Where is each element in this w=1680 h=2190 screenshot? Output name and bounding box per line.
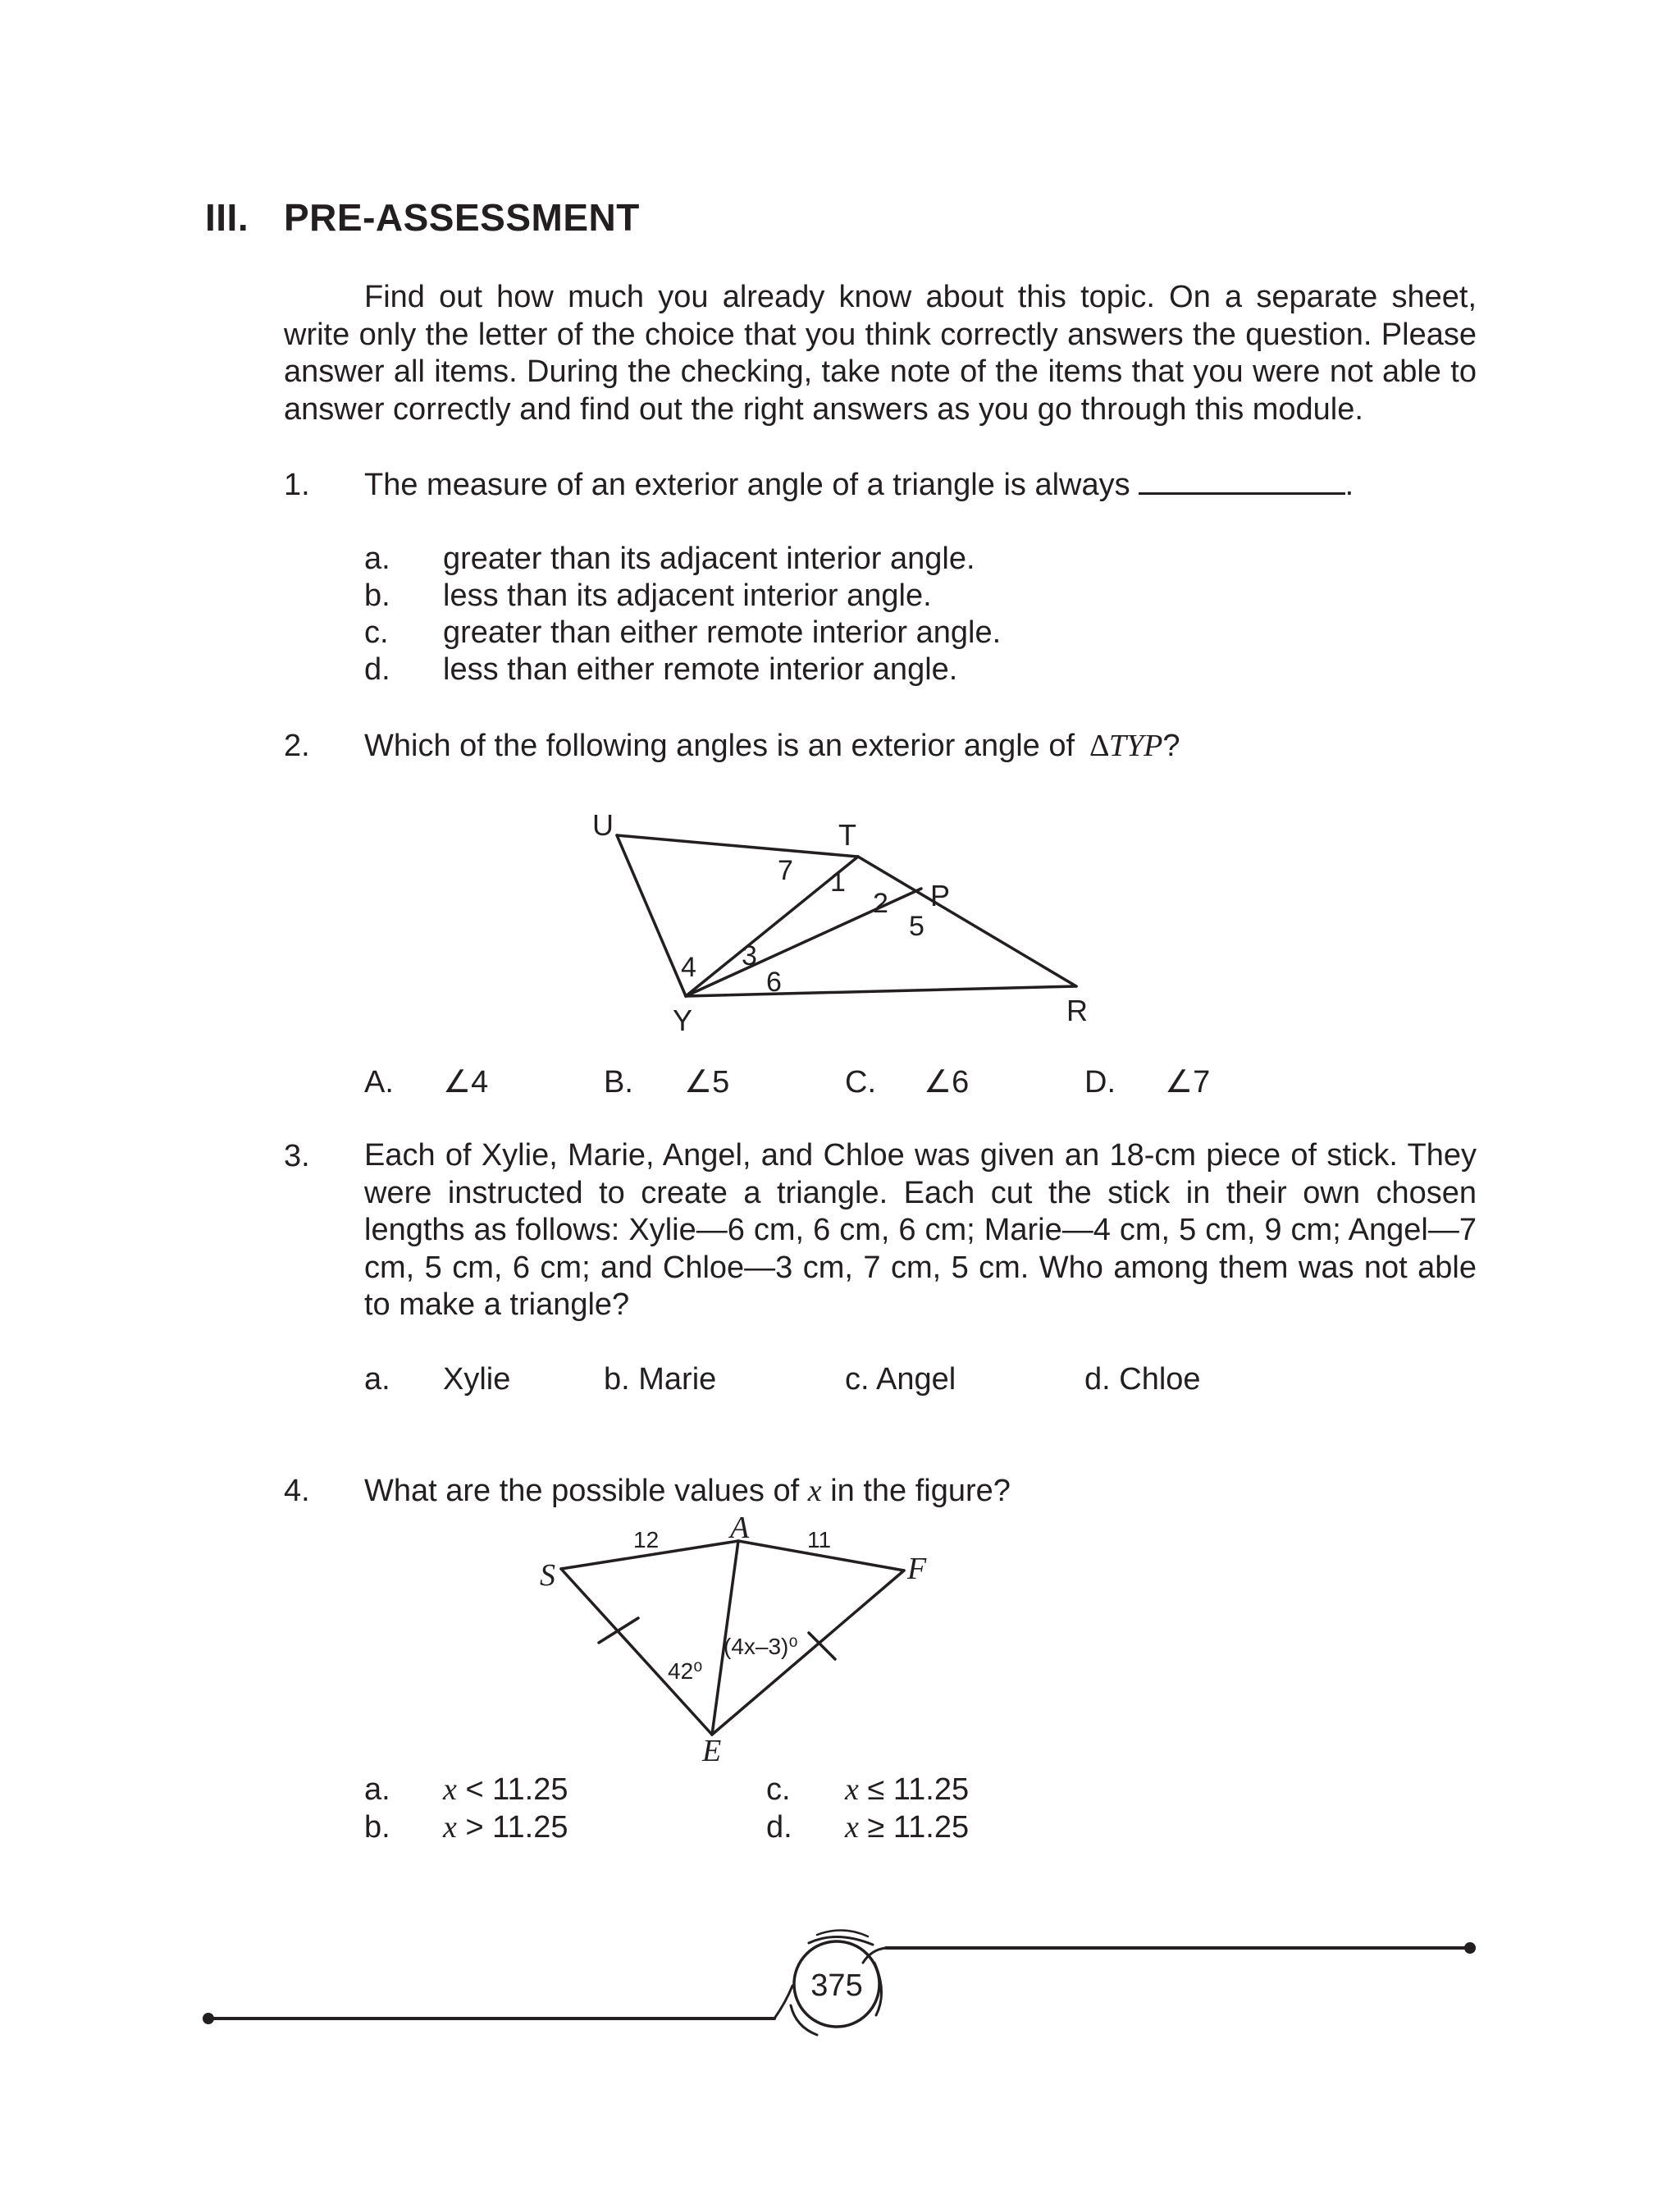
footer-dot-left: [203, 2013, 214, 2024]
angle-7-label: 7: [778, 855, 793, 886]
point-U-label: U: [592, 808, 614, 842]
q4-variable: x: [807, 1474, 822, 1508]
footer-left-curve: [774, 1986, 792, 2019]
q4-choice-b-var: x: [443, 1810, 457, 1845]
q2-qmark: ?: [1162, 729, 1180, 763]
q1-choice-d-letter: d.: [364, 652, 390, 687]
q2-choice-C-text: ∠6: [924, 1065, 970, 1100]
q1-choice-b-letter: b.: [364, 578, 390, 613]
q1-number: 1.: [284, 468, 310, 502]
q1-choice-b-text: less than its adjacent interior angle.: [443, 578, 932, 613]
intro-paragraph: Find out how much you already know about this topic. On a separate sheet, write only the letter of the choice that you think correctly answers the question. Please answer all items. During the checking, take note of the items that you were not able to answer correctly and find out the right answers as you go through this module.: [284, 280, 1477, 427]
point-A-label: A: [730, 1511, 750, 1545]
point-Y-label: Y: [673, 1004, 693, 1037]
q4-choice-a-var: x: [443, 1772, 457, 1807]
side-AF-label: 11: [807, 1527, 832, 1552]
q2-choice-C-letter: C.: [845, 1065, 876, 1100]
point-F-label: F: [907, 1552, 927, 1586]
angle-1-label: 1: [830, 866, 846, 898]
q4-choice-c-var: x: [845, 1772, 859, 1807]
q3-choice-d: d. Chloe: [1084, 1362, 1201, 1397]
angle-6-label: 6: [766, 967, 782, 998]
q4-choice-d-value: ≥ 11.25: [867, 1810, 970, 1845]
q3-number: 3.: [284, 1139, 310, 1173]
ring-arc-top-2: [817, 1930, 868, 1936]
angle-42-label: 42⁰: [668, 1658, 703, 1684]
q4-prompt-start: What are the possible values of: [364, 1474, 800, 1508]
q2-choice-D-text: ∠7: [1165, 1065, 1211, 1100]
q4-choice-d-letter: d.: [766, 1810, 792, 1845]
q4-choice-c-letter: c.: [766, 1772, 791, 1807]
q1-period: .: [1344, 468, 1354, 502]
q3-choice-b: b. Marie: [604, 1362, 717, 1397]
q4-choice-b-letter: b.: [364, 1810, 390, 1845]
side-SA-label: 12: [633, 1527, 660, 1552]
page-number: 375: [810, 1968, 863, 2003]
q2-choice-D-letter: D.: [1084, 1065, 1116, 1100]
q2-prompt: Which of the following angles is an exterior angle of: [364, 729, 1075, 763]
angle-5-label: 5: [909, 911, 924, 942]
q2-choice-A-letter: A.: [364, 1065, 394, 1100]
angle-4-label: 4: [681, 952, 696, 983]
q2-choice-A-text: ∠4: [443, 1065, 489, 1100]
q3-choice-a-letter: a.: [364, 1362, 390, 1397]
angle-4x-3-label: (4x–3)⁰: [724, 1634, 798, 1659]
q1-choice-d-text: less than either remote interior angle.: [443, 652, 958, 687]
point-P-label: P: [930, 879, 951, 912]
q4-choice-c-value: ≤ 11.25: [867, 1772, 970, 1807]
q2-triangle-name: ∆TYP: [1089, 729, 1163, 763]
q4-number: 4.: [284, 1474, 310, 1508]
q4-prompt-end: in the figure?: [830, 1474, 1011, 1508]
q1-choice-c-letter: c.: [364, 615, 389, 650]
q3-text: Each of Xylie, Marie, Angel, and Chloe was given an 18-cm piece of stick. They were instructed to create a triangle. Each cut the stick in their own chosen lengths as follows: Xylie—6 cm, 6 cm, 6 cm; Marie—4 cm, 5 cm, 9 cm; Angel—7 cm, 5 cm, 6 cm; and Chloe—3 cm, 7 cm, 5 cm. Who among them was not able to make a triangle?: [364, 1138, 1477, 1322]
q4-choice-a-value: < 11.25: [465, 1772, 568, 1807]
q4-choice-b-value: > 11.25: [465, 1810, 568, 1845]
angle-3-label: 3: [742, 940, 757, 972]
q1-choice-a-text: greater than its adjacent interior angle.: [443, 542, 975, 576]
q2-choice-B-letter: B.: [604, 1065, 633, 1100]
q2-choice-B-text: ∠5: [684, 1065, 730, 1100]
point-T-label: T: [838, 818, 856, 852]
q1-choice-a-letter: a.: [364, 542, 390, 576]
angle-2-label: 2: [873, 888, 888, 919]
point-E-label: E: [702, 1734, 722, 1768]
q1-choice-c-text: greater than either remote interior angle.: [443, 615, 1002, 650]
section-title: PRE-ASSESSMENT: [284, 196, 640, 239]
q3-choice-c: c. Angel: [845, 1362, 956, 1397]
q4-choice-a-letter: a.: [364, 1772, 390, 1807]
point-R-label: R: [1066, 994, 1088, 1027]
q2-number: 2.: [284, 729, 310, 763]
section-number: III.: [205, 196, 249, 239]
q4-choice-d-var: x: [845, 1810, 859, 1845]
footer-dot-right: [1464, 1942, 1476, 1954]
point-S-label: S: [540, 1558, 555, 1593]
q3-choice-a-text: Xylie: [443, 1362, 511, 1397]
q1-prompt: The measure of an exterior angle of a triangle is always: [364, 468, 1130, 502]
